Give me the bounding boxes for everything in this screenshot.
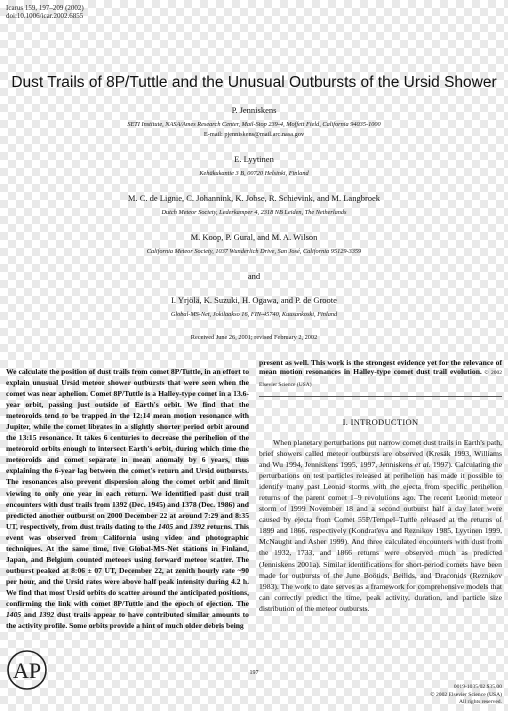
abstract-year-3: 1405 xyxy=(6,610,22,620)
affiliation-1: SETI Institute, NASA/Ames Research Center, Mail-Stop 239-4, Moffett Field, California 94035-1000 xyxy=(127,121,381,128)
publisher-logo-text: AP xyxy=(12,658,42,683)
footer-issn: 0019-1035/02 $35.00 xyxy=(453,684,502,690)
abstract-divider xyxy=(259,396,502,397)
journal-doi: doi:10.1006/icar.2002.6855 xyxy=(6,12,84,20)
page-number: 197 xyxy=(249,670,259,676)
journal-line-1: Icarus 159, 197–209 (2002) xyxy=(6,4,84,12)
abstract-right-column xyxy=(259,358,502,390)
abstract-text-d: and xyxy=(21,610,39,620)
intro-et-al: et al. xyxy=(414,460,431,470)
affiliation-2: Kehäkukantie 3 B, 00720 Helsinki, Finland xyxy=(199,170,309,177)
affiliation-4: California Meteor Society, 1037 Wunderlich Drive, San José, California 95129-3359 xyxy=(146,248,362,255)
paper-title: Dust Trails of 8P/Tuttle and the Unusual Outbursts of the Ursid Shower xyxy=(11,74,497,91)
affiliation-5: Global-MS-Net, Jokilaakso 16, FIN-45740, Kuusankoski, Finland xyxy=(170,311,338,318)
copyright-notice: © 2002 Elsevier Science (USA) xyxy=(259,370,502,388)
section-heading: I. INTRODUCTION xyxy=(342,417,419,427)
author-email: E-mail: pjenniskens@mail.arc.nasa.gov xyxy=(203,131,305,138)
footer-rights: All rights reserved. xyxy=(458,699,502,706)
introduction-paragraph xyxy=(259,437,502,614)
author-line-4: M. Koop, P. Gural, and M. A. Wilson xyxy=(190,232,318,242)
author-line-3: M. C. de Lignie, C. Johannink, K. Jobse, R. Schievink, and M. Langbroek xyxy=(127,193,381,203)
abstract-left-column xyxy=(6,366,249,631)
intro-text-b: 1997). Calculating the perturbations on test particles released at perihelion has made it possible to identify many past Leonid storms with the ejecta from specific perihelion returns of the parent comet 1–9 revolutions ago. The recent Leonid meteor storm of 1999 November 18 and a second outburst half a day later were caused by ejecta from Comet 55P/Tempel–Tuttle released at the returns of 1899 and 1866, respectively (Kondrat'eva and Reznikov 1985, Lyytinen 1999, McNaught and Asher 1999). And three calculated encounters with dust from the 1932, 1733, and 1866 returns were observed much as predicted (Jenniskens 2001a). Similar identifications for short-period comets have been made for outbursts of the June Boötids, Beilids, and Draconids (Reznikov 1983). The work to date serves as a framework for comprehensive models that can correctly predict the time, peak activity, duration, and particle size distribution of the meteor outbursts. xyxy=(259,460,503,613)
author-line-1: P. Jenniskens xyxy=(231,105,277,115)
abstract-year-4: 1392 xyxy=(39,610,55,620)
abstract-year-2: 1392 xyxy=(189,521,205,531)
affiliation-3: Dutch Meteor Society, Lederkamper 4, 2318 NB Leiden, The Netherlands xyxy=(161,209,347,216)
intro-text-a: When planetary perturbations put narrow comet dust trails in Earth's path, brief showers called meteor outbursts are observed (Kresák 1993, Williams and Wu 1994, Jenniskens 1995, 1997, Jenniskens xyxy=(259,438,502,470)
journal-citation xyxy=(6,4,84,20)
author-line-2: E. Lyytinen xyxy=(234,154,274,164)
author-conjunction: and xyxy=(247,271,261,281)
footer-notice xyxy=(430,684,502,707)
abstract-text-b: and xyxy=(173,521,190,531)
abstract-year-1: 1405 xyxy=(158,521,174,531)
abstract-text-a: We calculate the position of dust trails from comet 8P/Tuttle, in an effort to explain unusual Ursid meteor shower outbursts that were seen when the comet was near aphelion. Comet 8P/Tuttle is a Halley-type comet in a 13.6-year orbit, passing just outside of Earth's orbit. We find that the meteoroids tend to be trapped in the 12:14 mean motion resonance with Jupiter, while the comet librates in a slightly shorter period orbit around the 13:15 resonance. It takes 6 centuries to decrease the perihelion of the meteoroid orbits enough to intersect Earth's orbit, during which time the meteoroids and comet separate in mean anomaly by 6 years, thus explaining the 6-year lag between the comet's return and Ursid outbursts. The resonances also prevent dispersion along the comet orbit and limit viewing to only one year in each return. We identified past dust trail encounters with dust trails from 1392 (Dec. 1945) and 1378 (Dec. 1986) and predicted another outburst on 2000 December 22 at around 7:29 and 8:35 UT, respectively, from dust trails dating to the xyxy=(6,367,249,531)
received-dates: Received June 26, 2001; revised February 2, 2002 xyxy=(190,334,318,341)
abstract-text-f: present as well. This work is the strongest evidence yet for the relevance of mean motion resonances in Halley-type comet dust trail evolution. xyxy=(259,358,502,377)
author-line-5: I. Yrjölä, K. Suzuki, H. Ogawa, and P. de Groote xyxy=(171,295,337,305)
abstract-text-c: returns. This event was observed from California using video and photographic techniques. At the same time, five Global-MS-Net stations in Finland, Japan, and Belgium counted meteors using forward meteor scatter. The outburst peaked at 8:06 ± 07 UT, December 22, at zenith hourly rate ~90 per hour, and the Ursid rates were above half peak intensity during 4.2 h. We find that most Ursid orbits do scatter around the anticipated positions, confirming the link with comet 8P/Tuttle and the epoch of ejection. The xyxy=(6,521,249,608)
publisher-logo-icon xyxy=(5,648,49,692)
footer-copyright: © 2002 Elsevier Science (USA) xyxy=(430,691,502,698)
abstract-text-e: dust trails appear to have contributed similar amounts to the activity profile. Some orbits provide a hint of much older debris being xyxy=(6,610,249,631)
